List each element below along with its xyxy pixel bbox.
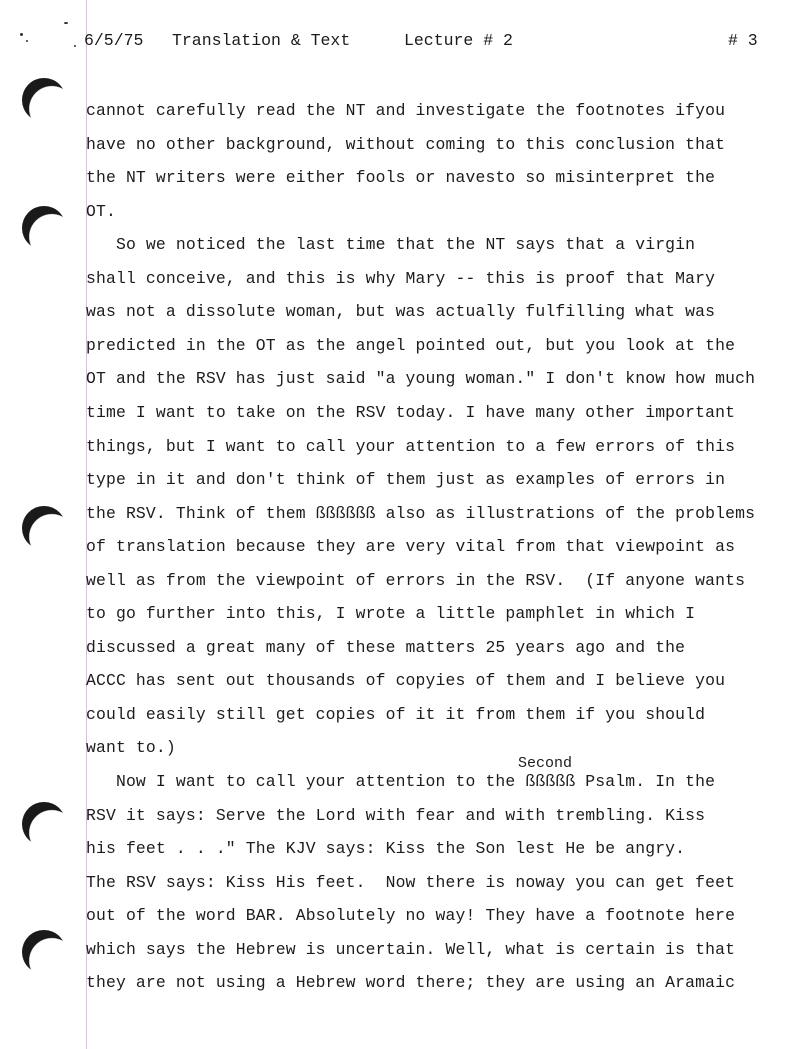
text-line: want to.) (86, 738, 176, 757)
text-line: was not a dissolute woman, but was actually fulfilling what was (86, 302, 716, 321)
header-course: Translation & Text (172, 31, 351, 50)
text-line: type in it and don't think of them just as examples of errors in (86, 470, 726, 489)
text-line: the NT writers were either fools or navesto so misinterpret the (86, 168, 716, 187)
text-line: out of the word BAR. Absolutely no way! They have a footnote here (86, 906, 736, 925)
text-line: OT and the RSV has just said "a young woman." I don't know how much (86, 369, 756, 388)
text-line: well as from the viewpoint of errors in the RSV. (If anyone wants (86, 571, 746, 590)
text-line: OT. (86, 202, 116, 221)
punch-hole-1 (22, 78, 66, 122)
text-line: predicted in the OT as the angel pointed out, but you look at the (86, 336, 736, 355)
handwritten-insert: Second (518, 755, 573, 772)
speck-mark (64, 22, 68, 24)
text-line: which says the Hebrew is uncertain. Well, what is certain is that (86, 940, 736, 959)
speck-mark (20, 33, 23, 36)
punch-hole-2 (22, 206, 66, 250)
text-line: could easily still get copies of it it from them if you should (86, 705, 706, 724)
text-line: have no other background, without coming to this conclusion that (86, 135, 726, 154)
header-lecture: Lecture # 2 (404, 31, 513, 50)
text-line: things, but I want to call your attention to a few errors of this (86, 437, 736, 456)
text-line: of translation because they are very vital from that viewpoint as (86, 537, 736, 556)
speck-mark (74, 45, 76, 47)
text-line: The RSV says: Kiss His feet. Now there is noway you can get feet (86, 873, 736, 892)
punch-hole-5 (22, 930, 66, 974)
punch-hole-3 (22, 506, 66, 550)
text-line: they are not using a Hebrew word there; they are using an Aramaic (86, 973, 736, 992)
text-line: Now I want to call your attention to the ßßßßß Psalm. In the (86, 772, 716, 791)
text-line: his feet . . ." The KJV says: Kiss the Son lest He be angry. (86, 839, 686, 858)
text-line: to go further into this, I wrote a little pamphlet in which I (86, 604, 696, 623)
text-line: cannot carefully read the NT and investigate the footnotes ifyou (86, 101, 726, 120)
header-date: 6/5/75 (84, 31, 144, 50)
text-line: RSV it says: Serve the Lord with fear and with trembling. Kiss (86, 806, 706, 825)
header-page-number: # 3 (728, 31, 758, 50)
text-line: So we noticed the last time that the NT says that a virgin (86, 235, 696, 254)
text-line: the RSV. Think of them ßßßßßß also as illustrations of the problems (86, 504, 756, 523)
text-line: time I want to take on the RSV today. I have many other important (86, 403, 736, 422)
punch-hole-4 (22, 802, 66, 846)
text-line: shall conceive, and this is why Mary -- this is proof that Mary (86, 269, 716, 288)
text-line: discussed a great many of these matters 25 years ago and the (86, 638, 686, 657)
text-line: ACCC has sent out thousands of copyies of them and I believe you (86, 671, 726, 690)
speck-mark (26, 40, 28, 42)
